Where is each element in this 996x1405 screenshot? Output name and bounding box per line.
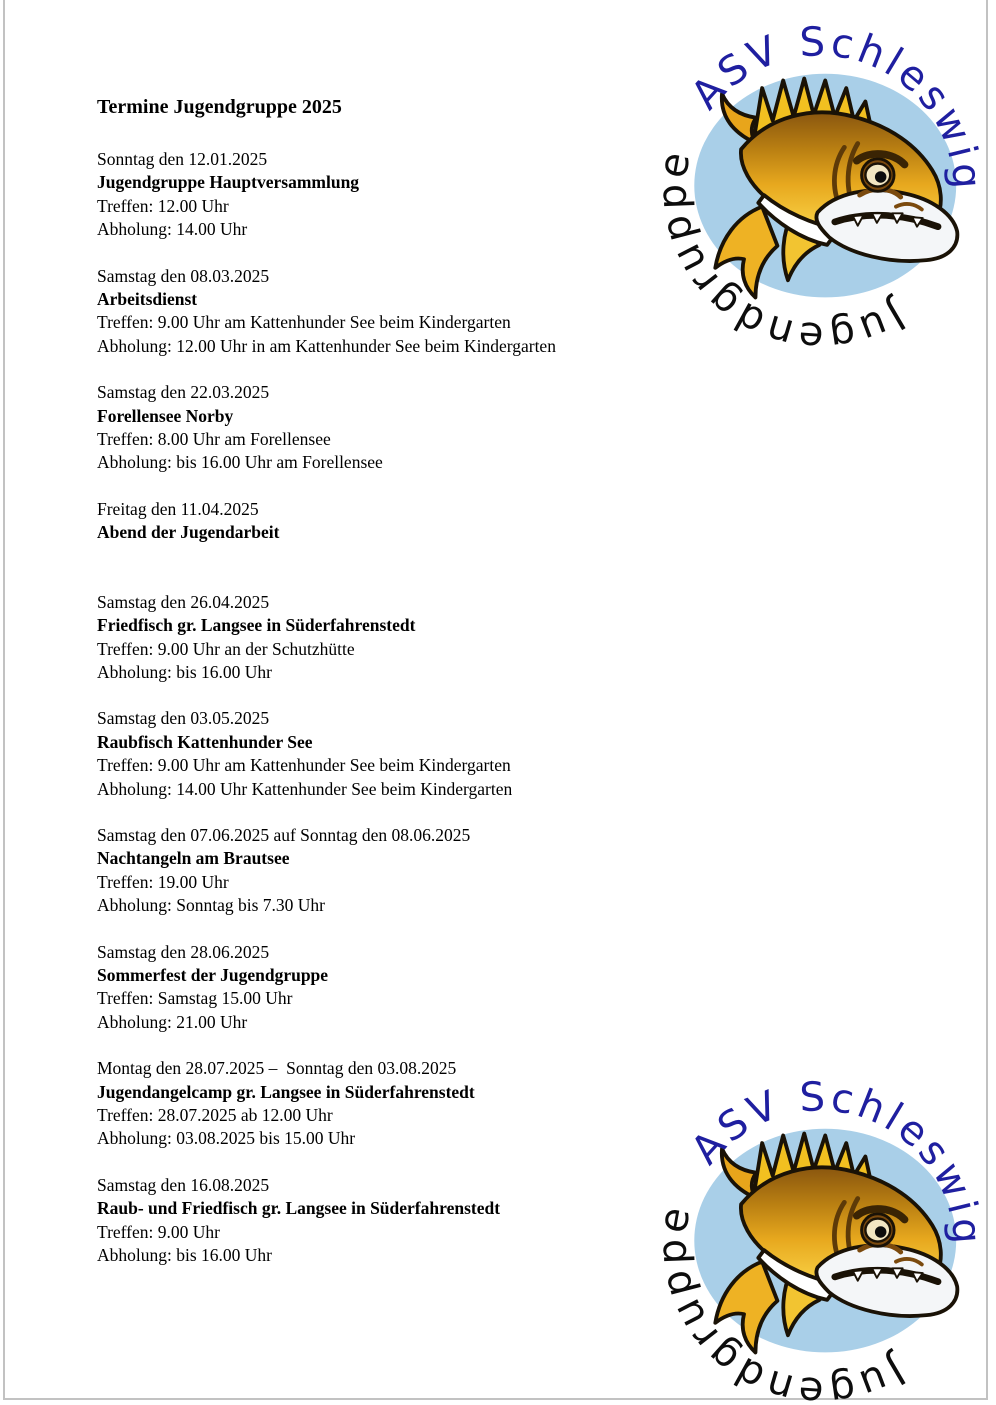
event-block (97, 265, 697, 359)
club-logo-top (657, 25, 982, 350)
event-title: Abend der Jugendarbeit (97, 522, 280, 543)
event-lines (97, 428, 697, 475)
event-date: Samstag den 03.05.2025 (97, 708, 270, 729)
event-date: Samstag den 26.04.2025 (97, 591, 270, 612)
event-detail-line: Abholung: Sonntag bis 7.30 Uhr (97, 895, 325, 916)
event-title: Friedfisch gr. Langsee in Süderfahrenstedt (97, 615, 416, 636)
event-detail-line: Treffen: Samstag 15.00 Uhr (97, 988, 293, 1009)
document-page (3, 0, 988, 1400)
club-logo-bottom (657, 1080, 982, 1405)
event-block (97, 824, 697, 918)
event-detail-line: Abholung: 14.00 Uhr Kattenhunder See beim Kindergarten (97, 778, 513, 799)
event-detail-line: Treffen: 9.00 Uhr an der Schutzhütte (97, 638, 355, 659)
event-title: Forellensee Norby (97, 405, 234, 426)
page-title: Termine Jugendgruppe 2025 (97, 96, 342, 118)
schedule-content (97, 0, 697, 1290)
event-title: Jugendangelcamp gr. Langsee in Süderfahrenstedt (97, 1081, 475, 1102)
event-detail-line: Abholung: 03.08.2025 bis 15.00 Uhr (97, 1128, 356, 1149)
event-date: Samstag den 16.08.2025 (97, 1174, 270, 1195)
event-block (97, 381, 697, 475)
event-lines (97, 638, 697, 685)
event-block (97, 148, 697, 242)
event-block (97, 707, 697, 801)
event-block (97, 591, 697, 685)
event-detail-line: Treffen: 9.00 Uhr am Kattenhunder See beim Kindergarten (97, 755, 511, 776)
event-block (97, 1057, 697, 1151)
event-title: Raubfisch Kattenhunder See (97, 731, 313, 752)
event-lines (97, 1221, 697, 1268)
event-detail-line: Abholung: 21.00 Uhr (97, 1011, 248, 1032)
event-date: Freitag den 11.04.2025 (97, 498, 259, 519)
event-lines (97, 987, 697, 1034)
event-lines (97, 1104, 697, 1151)
event-detail-line: Abholung: bis 16.00 Uhr (97, 661, 272, 682)
event-date: Montag den 28.07.2025 – Sonntag den 03.08.2025 (97, 1058, 457, 1079)
event-date: Samstag den 28.06.2025 (97, 941, 270, 962)
event-detail-line: Treffen: 28.07.2025 ab 12.00 Uhr (97, 1105, 333, 1125)
event-date: Sonntag den 12.01.2025 (97, 149, 268, 169)
event-detail-line: Abholung: bis 16.00 Uhr (97, 1245, 272, 1266)
event-detail-line: Treffen: 8.00 Uhr am Forellensee (97, 429, 331, 450)
event-lines (97, 871, 697, 918)
event-block (97, 498, 697, 545)
event-title: Raub- und Friedfisch gr. Langsee in Süderfahrenstedt (97, 1198, 501, 1219)
event-date: Samstag den 07.06.2025 auf Sonntag den 08.06.2025 (97, 824, 471, 845)
event-detail-line: Abholung: bis 16.00 Uhr am Forellensee (97, 452, 383, 473)
event-block (97, 941, 697, 1035)
event-title: Nachtangeln am Brautsee (97, 848, 290, 869)
events-list (97, 148, 697, 1267)
event-detail-line: Abholung: 12.00 Uhr in am Kattenhunder See beim Kindergarten (97, 335, 556, 356)
event-lines (97, 311, 697, 358)
event-block (97, 1174, 697, 1268)
event-detail-line: Treffen: 9.00 Uhr am Kattenhunder See beim Kindergarten (97, 312, 511, 333)
event-title: Sommerfest der Jugendgruppe (97, 964, 329, 985)
event-detail-line: Treffen: 9.00 Uhr (97, 1221, 220, 1242)
event-date: Samstag den 08.03.2025 (97, 265, 270, 286)
event-detail-line: Treffen: 19.00 Uhr (97, 871, 229, 892)
event-title: Arbeitsdienst (97, 289, 198, 310)
event-title: Jugendgruppe Hauptversammlung (97, 172, 360, 193)
event-date: Samstag den 22.03.2025 (97, 382, 270, 403)
event-lines (97, 754, 697, 801)
event-detail-line: Treffen: 12.00 Uhr (97, 195, 229, 216)
event-lines (97, 195, 697, 242)
event-detail-line: Abholung: 14.00 Uhr (97, 219, 248, 240)
